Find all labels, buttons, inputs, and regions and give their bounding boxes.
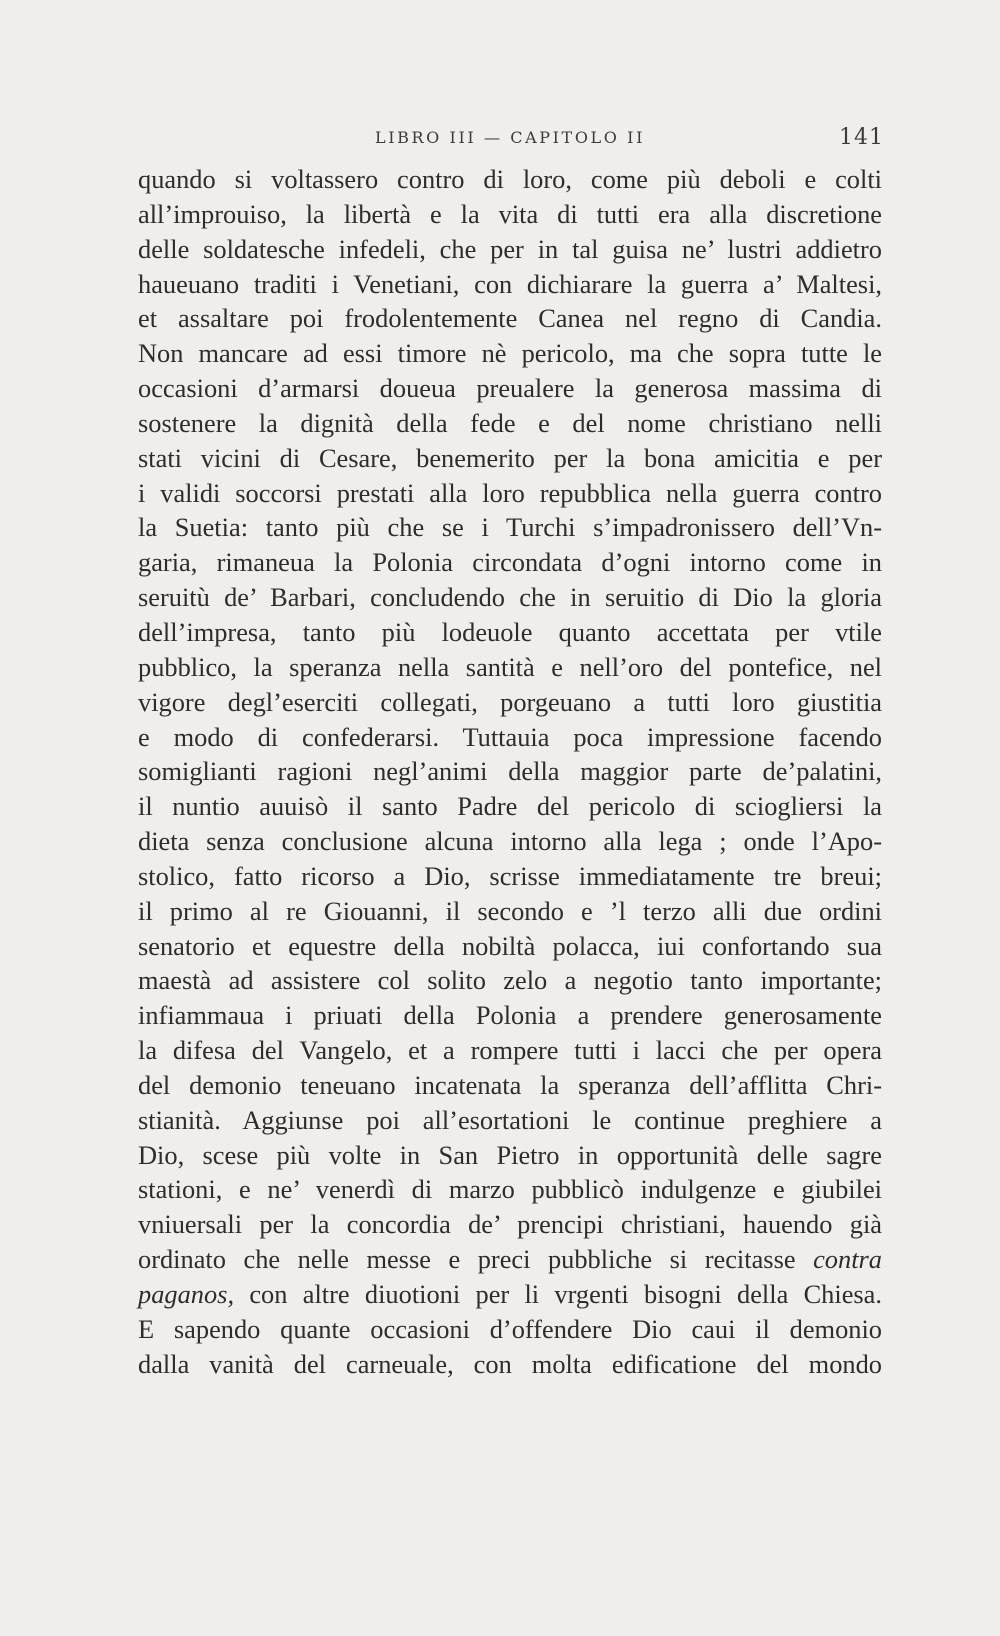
text-line: et assaltare poi frodolentemente Canea nel regno di Candia. — [138, 303, 882, 334]
text-line: pubblico, la speranza nella santità e nell’oro del pontefice, nel — [138, 651, 882, 682]
text-line: stolico, fatto ricorso a Dio, scrisse immediatamente tre breui; — [138, 860, 882, 891]
text-line: il nuntio auuisò il santo Padre del pericolo di sciogliersi la — [138, 791, 882, 822]
text-line: Dio, scese più volte in San Pietro in opportunità delle sagre — [138, 1139, 882, 1170]
text-line: E sapendo quante occasioni d’offendere Dio caui il demonio — [138, 1313, 882, 1344]
text-line: stationi, e ne’ venerdì di marzo pubblicò indulgenze e giubilei — [138, 1174, 882, 1205]
italic-term: contra — [813, 1244, 882, 1275]
text-line: maestà ad assistere col solito zelo a negotio tanto importante; — [138, 965, 882, 996]
text-line: sostenere la dignità della fede e del nome christiano nelli — [138, 407, 882, 438]
page-header — [136, 125, 884, 158]
text-line: seruitù de’ Barbari, concludendo che in seruitio di Dio la gloria — [138, 582, 882, 613]
text-segment: con altre diuotioni per li vrgenti bisogni della Chiesa. — [249, 1279, 882, 1309]
text-line: infiammaua i priuati della Polonia a prendere generosamente — [138, 1000, 882, 1031]
text-line: stati vicini di Cesare, benemerito per la bona amicitia e per — [138, 442, 882, 473]
text-line: Non mancare ad essi timore nè pericolo, ma che sopra tutte le — [138, 338, 882, 369]
text-line: la difesa del Vangelo, et a rompere tutti i lacci che per opera — [138, 1035, 882, 1066]
text-line: occasioni d’armarsi doueua preualere la generosa massima di — [138, 373, 882, 404]
text-line: dieta senza conclusione alcuna intorno alla lega ; onde l’Apo- — [138, 826, 882, 857]
text-line: somiglianti ragioni negl’animi della maggior parte de’palatini, — [138, 756, 882, 787]
text-line: dell’impresa, tanto più lodeuole quanto accettata per vtile — [138, 616, 882, 647]
text-line: e modo di confederarsi. Tuttauia poca impressione facendo — [138, 721, 882, 752]
text-line: delle soldatesche infedeli, che per in tal guisa ne’ lustri addietro — [138, 233, 882, 264]
text-line: stianità. Aggiunse poi all’esortationi le continue preghiere a — [138, 1104, 882, 1135]
text-line: la Suetia: tanto più che se i Turchi s’impadronissero dell’Vn- — [138, 512, 882, 543]
text-line: quando si voltassero contro di loro, come più deboli e colti — [138, 164, 882, 194]
text-line: il primo al re Giouanni, il secondo e ’l terzo alli due ordini — [138, 895, 882, 926]
text-line: all’improuiso, la libertà e la vita di tutti era alla discretione — [138, 198, 882, 229]
running-head: LIBRO III — CAPITOLO II — [374, 128, 646, 147]
text-segment: ordinato che nelle messe e preci pubbliche si recitasse — [138, 1244, 796, 1275]
text-line: del demonio teneuano incatenata la speranza dell’afflitta Chri- — [138, 1069, 882, 1100]
text-line: garia, rimaneua la Polonia circondata d’ogni intorno come in — [138, 547, 882, 578]
body-text — [138, 162, 882, 1382]
text-line-with-italic — [138, 1242, 882, 1277]
text-line: haueuano traditi i Venetiani, con dichiarare la guerra a’ Maltesi, — [138, 268, 882, 299]
text-line: dalla vanità del carneuale, con molta edificatione del mondo — [138, 1348, 882, 1379]
page-number: 141 — [839, 125, 884, 150]
text-line-with-italic — [138, 1277, 882, 1312]
italic-term: paganos, — [138, 1279, 235, 1309]
text-line: senatorio et equestre della nobiltà polacca, iui confortando sua — [138, 930, 882, 961]
text-line: vigore degl’eserciti collegati, porgeuano a tutti loro giustitia — [138, 686, 882, 717]
text-line: vniuersali per la concordia de’ prencipi christiani, hauendo già — [138, 1209, 882, 1240]
text-line: i validi soccorsi prestati alla loro repubblica nella guerra contro — [138, 477, 882, 508]
